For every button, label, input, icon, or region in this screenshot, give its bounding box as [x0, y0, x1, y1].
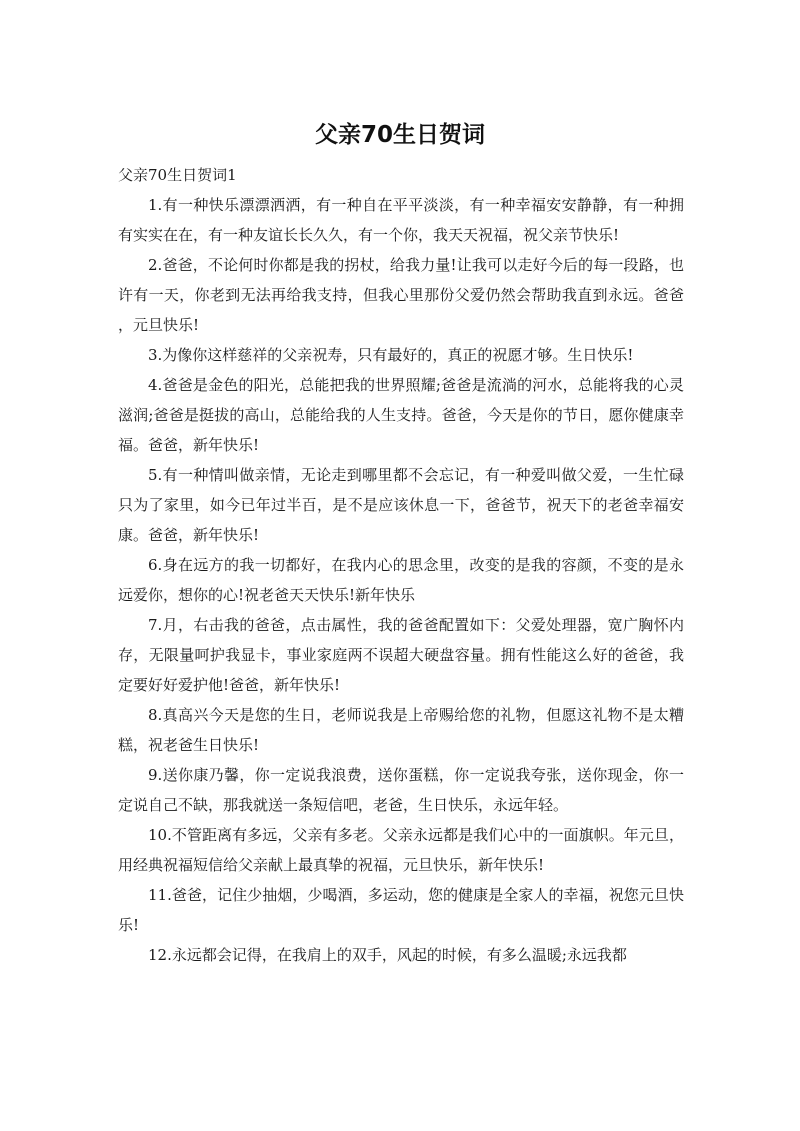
wish-paragraph-4: 4.爸爸是金色的阳光，总能把我的世界照耀;爸爸是流淌的河水，总能将我的心灵滋润;爸爸是挺拔的高山，总能给我的人生支持。爸爸，今天是你的节日，愿你健康幸福。爸爸，新年快乐! [118, 376, 684, 454]
wish-paragraph-2: 2.爸爸，不论何时你都是我的拐杖，给我力量!让我可以走好今后的每一段路，也许有一天，你老到无法再给我支持，但我心里那份父爱仍然会帮助我直到永远。爸爸，元旦快乐! [118, 256, 684, 334]
wish-paragraph-3: 3.为像你这样慈祥的父亲祝寿，只有最好的，真正的祝愿才够。生日快乐! [148, 346, 634, 364]
wish-paragraph-5: 5.有一种情叫做亲情，无论走到哪里都不会忘记，有一种爱叫做父爱，一生忙碌只为了家里，如今已年过半百，是不是应该休息一下，爸爸节，祝天下的老爸幸福安康。爸爸，新年快乐! [118, 466, 684, 544]
wish-paragraph-1: 1.有一种快乐漂漂洒洒，有一种自在平平淡淡，有一种幸福安安静静，有一种拥有实实在在，有一种友谊长长久久，有一个你，我天天祝福，祝父亲节快乐! [118, 196, 684, 244]
wish-paragraph-11: 11.爸爸，记住少抽烟，少喝酒，多运动，您的健康是全家人的幸福，祝您元旦快乐! [118, 886, 684, 934]
wish-paragraph-9: 9.送你康乃馨，你一定说我浪费，送你蛋糕，你一定说我夸张，送你现金，你一定说自己不缺，那我就送一条短信吧，老爸，生日快乐，永远年轻。 [118, 766, 684, 814]
wish-paragraph-12: 12.永远都会记得，在我肩上的双手，风起的时候，有多么温暖;永远我都 [148, 946, 627, 964]
wish-paragraph-7: 7.月，右击我的爸爸，点击属性，我的爸爸配置如下：父爱处理器，宽广胸怀内存，无限量呵护我显卡，事业家庭两不误超大硬盘容量。拥有性能这么好的爸爸，我定要好好爱护他!爸爸，新年快乐! [118, 616, 684, 694]
wish-paragraph-6: 6.身在远方的我一切都好，在我内心的思念里，改变的是我的容颜，不变的是永远爱你，想你的心!祝老爸天天快乐!新年快乐 [118, 556, 684, 604]
section-heading: 父亲70生日贺词1 [118, 166, 237, 184]
document-body [118, 160, 684, 970]
document-title: 父亲70生日贺词 [314, 122, 485, 148]
wish-paragraph-8: 8.真高兴今天是您的生日，老师说我是上帝赐给您的礼物，但愿这礼物不是太糟糕，祝老爸生日快乐! [118, 706, 684, 754]
wish-paragraph-10: 10.不管距离有多远，父亲有多老。父亲永远都是我们心中的一面旗帜。年元旦，用经典祝福短信给父亲献上最真挚的祝福，元旦快乐，新年快乐! [118, 826, 684, 874]
